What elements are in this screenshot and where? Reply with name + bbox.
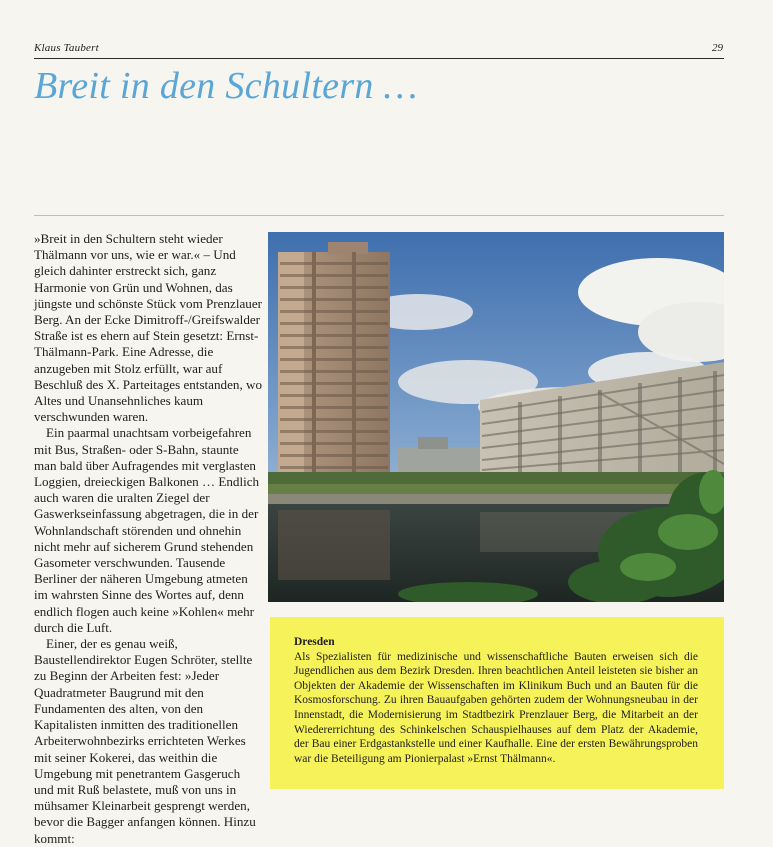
housing-estate-photo	[268, 232, 724, 602]
page-number: 29	[712, 42, 723, 54]
body-column	[34, 231, 262, 847]
title-rule	[34, 215, 724, 216]
header-rule	[34, 58, 724, 59]
article-title: Breit in den Schultern …	[34, 65, 418, 107]
body-paragraph: Ein paarmal unachtsam vorbeigefahren mit Bus, Straßen- oder S-Bahn, staunte man bald über Aufragendes mit verglasten Loggien, dreieckigen Balkonen … Endlich auch waren die uralten Ziegel der Gaswerkseinfassung abgetragen, die in der Wohnlandschaft störenden und ohnehin nicht mehr auf sicherem Grund stehenden Gasometer verschwunden. Tausende Berliner der näheren Umgebung atmeten im wahrsten Sinne des Wortes auf, denn endlich flogen auch keine »Kohlen« mehr durch die Luft.	[34, 425, 260, 635]
info-box-text: Als Spezialisten für medizinische und wissenschaftliche Bauten erweisen sich die Jugendlichen aus dem Bezirk Dresden. Ihren beachtlichen Anteil leisteten sie bisher an Objekten der Akademie der Wissenschaften im Klinikum Buch und an Bauten für die Kosmosforschung. Zu ihren Bauaufgaben gehörten zudem der Wohnungsneubau in der Innenstadt, die Modernisierung im Stadtbezirk Prenzlauer Berg, die Mitarbeit an der Wiedererrichtung des Schinkelschen Schauspielhauses auf dem Platz der Akademie, der Bau einer Erdgastankstelle und einer Kaufhalle. Eine der ersten Bewährungsproben war die Beteiligung am Pionierpalast »Ernst Thälmann«.	[294, 650, 698, 765]
body-paragraph: »Breit in den Schultern steht wieder Thälmann vor uns, wie er war.« – Und gleich dahinter erstreckt sich, ganz Harmonie von Grün und Wohnen, das jüngste und schönste Stück vom Prenzlauer Berg. An der Ecke Dimitroff-/Greifswalder Straße ist es ehern auf Stein gesetzt: Ernst-Thälmann-Park. Eine Adresse, die anzugeben mit Stolz erfüllt, war auf Beschluß des X. Parteitages entstanden, wo Altes und Unansehnliches kaum verschwunden waren.	[34, 231, 263, 425]
info-box-heading: Dresden	[294, 636, 335, 648]
author-name: Klaus Taubert	[34, 42, 99, 54]
info-box	[270, 617, 724, 789]
body-paragraph: Einer, der es genau weiß, Baustellendirektor Eugen Schröter, stellte zu Beginn der Arbeiten fest: »Jeder Quadratmeter Baugrund mit den Fundamenten des alten, von den Kapitalisten inmitten des traditionellen Arbeiterwohnbezirks errichteten Werkes mit seiner Kokerei, das weithin die Umgebung mit penetrantem Gasgeruch und mit Ruß belastete, muß von uns in mühsamer Kleinarbeit gesprengt werden, bevor die Bagger anfangen können. Hinzu kommt:	[34, 636, 256, 846]
